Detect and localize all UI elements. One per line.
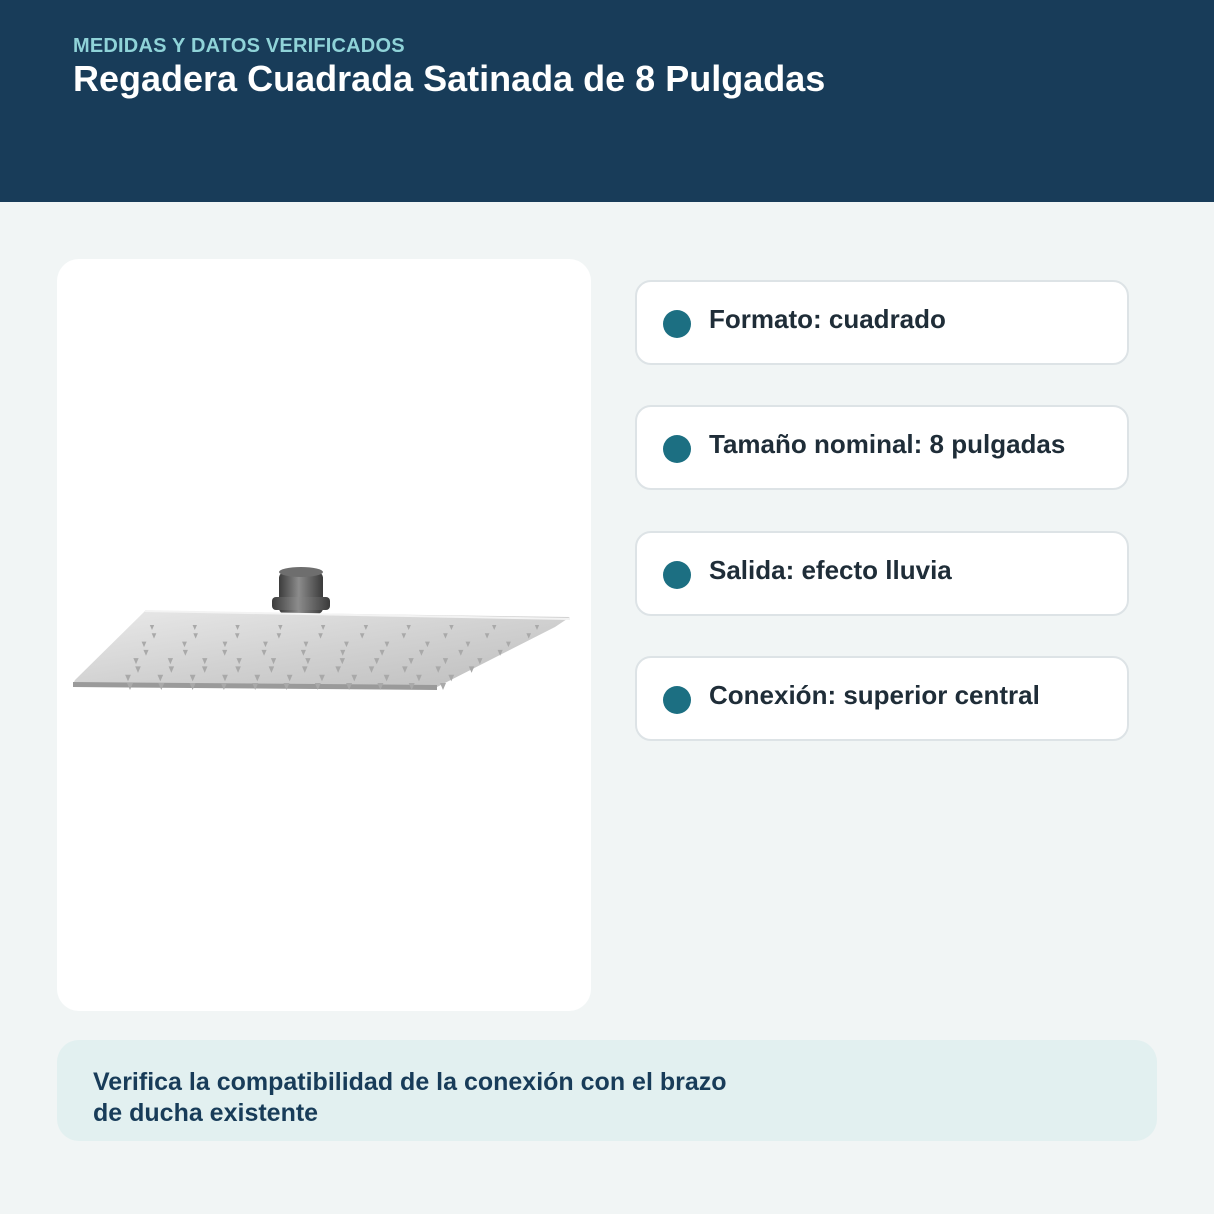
spec-label: Salida: efecto lluvia [709,555,952,585]
spec-label: Tamaño nominal: 8 pulgadas [709,429,1066,459]
bullet-icon [663,310,691,338]
spec-connection [635,656,1129,741]
nozzle [440,683,446,690]
page-title: Regadera Cuadrada Satinada de 8 Pulgadas [73,58,826,99]
shower-head-icon [57,259,591,1011]
bullet-icon [663,435,691,463]
header-eyebrow: MEDIDAS Y DATOS VERIFICADOS [73,35,405,57]
spec-size [635,405,1129,490]
spec-label: Formato: cuadrado [709,304,946,334]
header-banner [0,0,1214,202]
note-text: Verifica la compatibilidad de la conexión con el brazo de ducha existente [93,1068,727,1127]
spec-label: Conexión: superior central [709,680,1040,710]
bullet-icon [663,561,691,589]
spec-output [635,531,1129,616]
compatibility-note [57,1040,1157,1141]
bullet-icon [663,686,691,714]
spec-format [635,280,1129,365]
product-image-card [57,259,591,1011]
